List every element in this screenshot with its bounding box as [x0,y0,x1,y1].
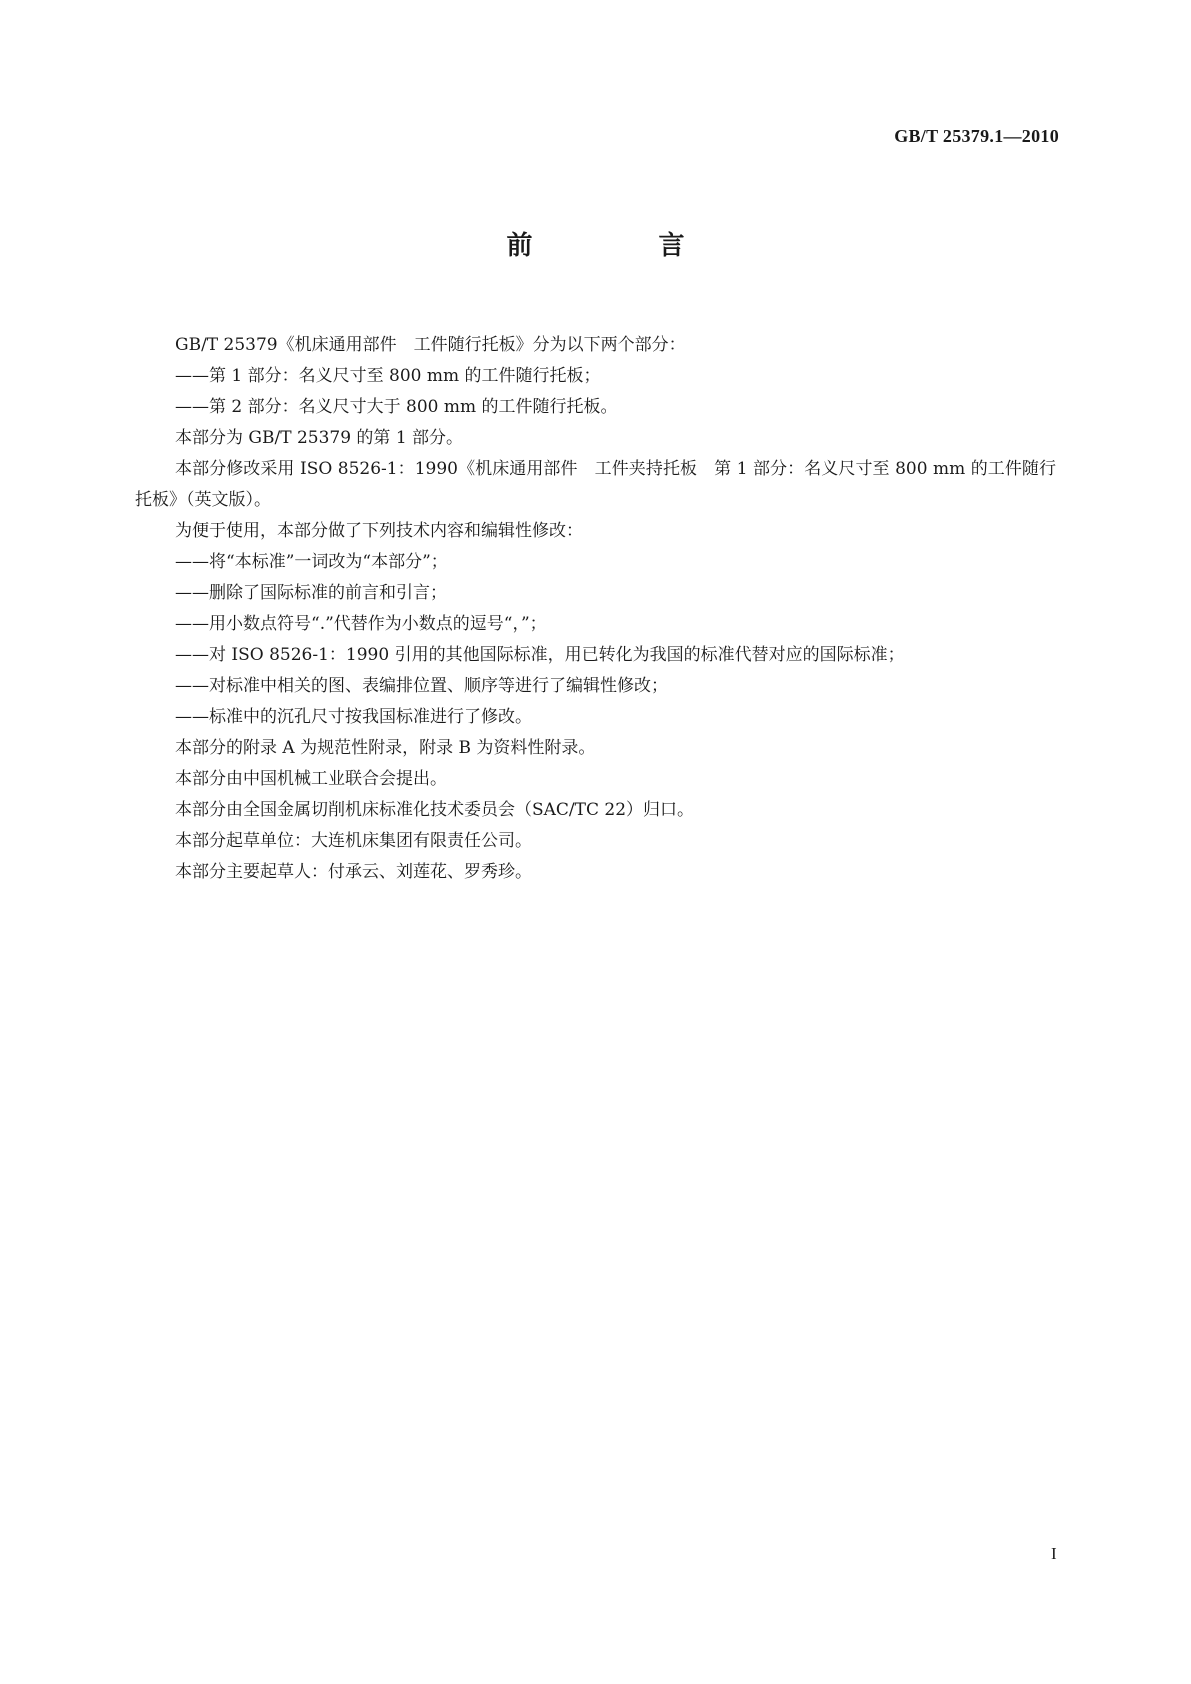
list-item-modification: ——用小数点符号“.”代替作为小数点的逗号“，”； [175,614,547,634]
page-number: I [1051,1544,1057,1563]
paragraph-part-statement: 本部分为 GB/T 25379 的第 1 部分。 [175,428,464,448]
list-item-modification: ——对标准中相关的图、表编排位置、顺序等进行了编辑性修改； [175,676,668,696]
list-item-part-2: ——第 2 部分：名义尺寸大于 800 mm 的工件随行托板。 [175,397,618,417]
paragraph-intro: GB/T 25379《机床通用部件 工件随行托板》分为以下两个部分： [175,335,686,355]
foreword-body [135,330,1056,888]
list-item-modification: ——标准中的沉孔尺寸按我国标准进行了修改。 [175,707,532,727]
paragraph-modifications-intro: 为便于使用，本部分做了下列技术内容和编辑性修改： [175,521,583,541]
list-item-part-1: ——第 1 部分：名义尺寸至 800 mm 的工件随行托板； [175,366,601,386]
document-code-header: GB/T 25379.1—2010 [894,126,1059,146]
list-item-modification: ——删除了国际标准的前言和引言； [175,583,447,603]
paragraph-drafting-unit: 本部分起草单位：大连机床集团有限责任公司。 [175,831,532,851]
paragraph-committee: 本部分由全国金属切削机床标准化技术委员会（SAC/TC 22）归口。 [175,800,695,820]
paragraph-proposer: 本部分由中国机械工业联合会提出。 [175,769,447,789]
paragraph-annexes: 本部分的附录 A 为规范性附录，附录 B 为资料性附录。 [175,738,596,758]
list-item-modification: ——将“本标准”一词改为“本部分”； [175,552,448,572]
page-title: 前 言 [506,231,735,261]
paragraph-iso-adoption: 本部分修改采用 ISO 8526-1：1990《机床通用部件 工件夹持托板 第 1 部分：名义尺寸至 800 mm 的工件随行托板》（英文版）。 [135,459,1056,510]
list-item-modification: ——对 ISO 8526-1：1990 引用的其他国际标准，用已转化为我国的标准代替对应的国际标准； [175,645,905,665]
paragraph-drafters: 本部分主要起草人：付承云、刘莲花、罗秀珍。 [175,862,532,882]
